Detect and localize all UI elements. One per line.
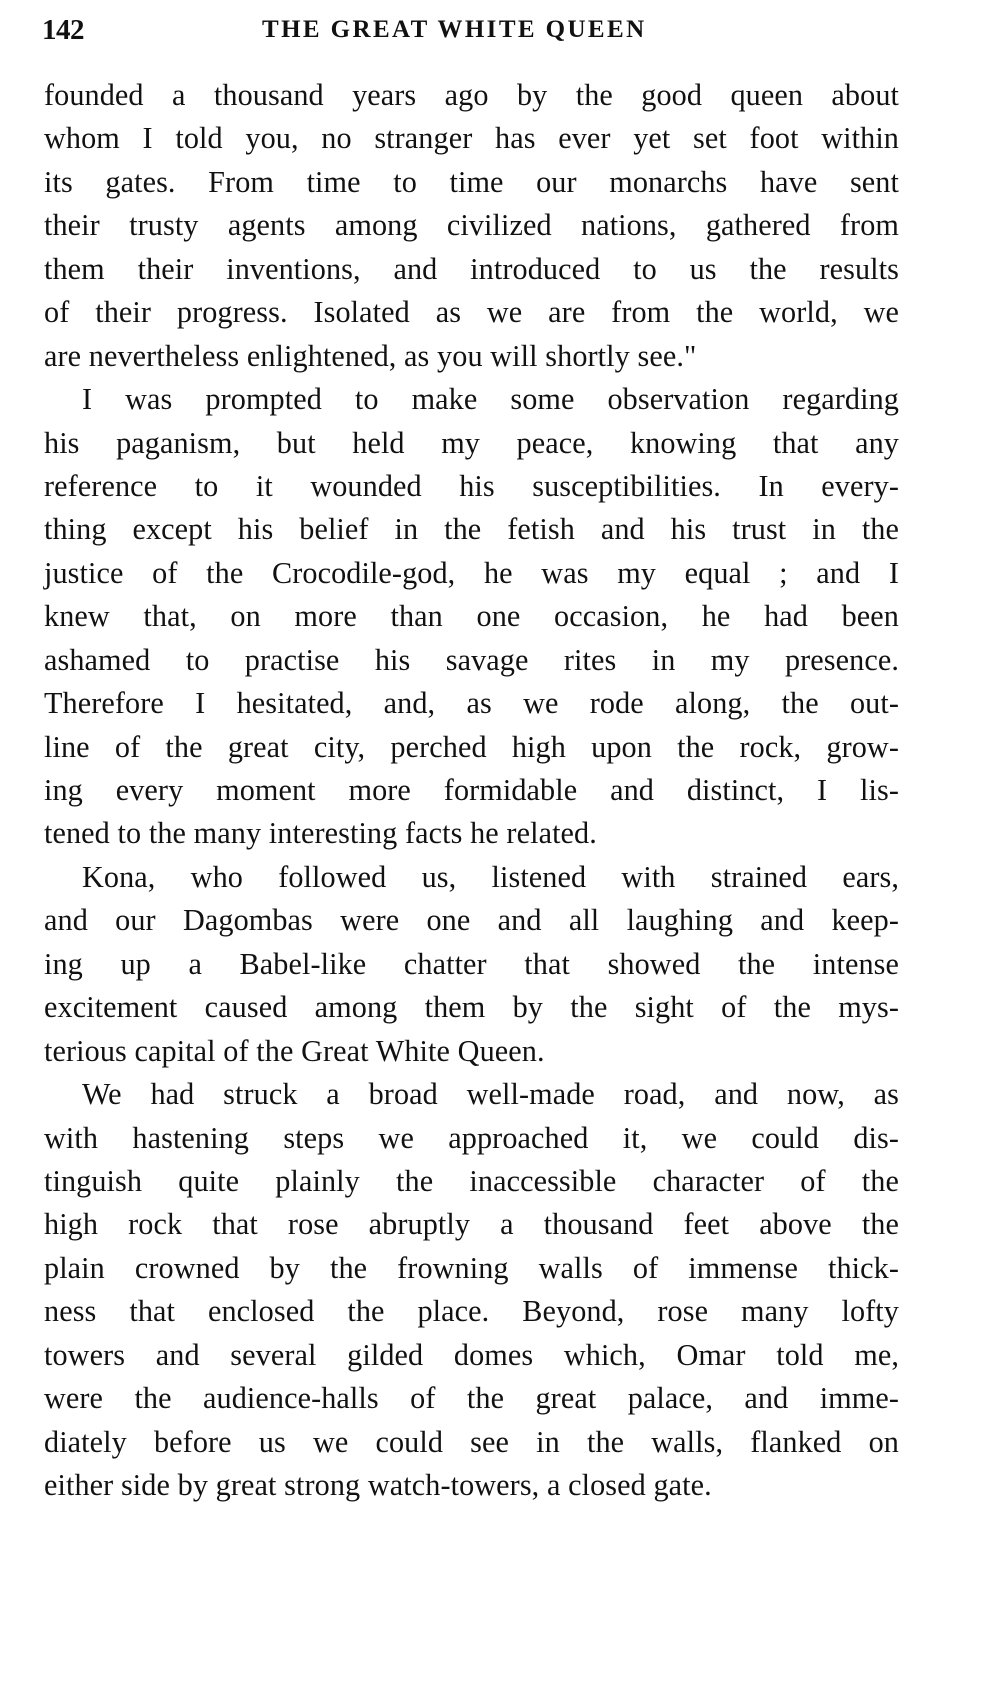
text-line: ness that enclosed the place. Beyond, rose many lofty xyxy=(44,1294,899,1329)
text-line: line of the great city, perched high upon the rock, grow- xyxy=(44,729,899,764)
text-line: justice of the Crocodile-god, he was my equal ; and I xyxy=(44,555,899,590)
body-text xyxy=(44,74,899,1507)
text-line: ing up a Babel-like chatter that showed the intense xyxy=(44,946,899,981)
text-line: either side by great strong watch-towers, a closed gate. xyxy=(44,1468,712,1502)
text-line: terious capital of the Great White Queen. xyxy=(44,1033,545,1068)
text-line: I was prompted to make some observation regarding xyxy=(82,382,899,417)
text-line: his paganism, but held my peace, knowing that any xyxy=(44,425,899,460)
text-line: whom I told you, no stranger has ever yet set foot within xyxy=(44,121,899,156)
text-line: of their progress. Isolated as we are from the world, we xyxy=(44,295,899,330)
text-line: excitement caused among them by the sight of the mys- xyxy=(44,990,899,1025)
text-line: founded a thousand years ago by the good queen about xyxy=(44,78,899,112)
paragraph xyxy=(44,74,899,378)
paragraph xyxy=(44,856,899,1073)
text-line: ing every moment more formidable and distinct, I lis- xyxy=(44,773,899,807)
text-line: were the audience-halls of the great palace, and imme- xyxy=(44,1381,899,1416)
text-line: are nevertheless enlightened, as you will shortly see." xyxy=(44,338,697,373)
text-line: its gates. From time to time our monarchs have sent xyxy=(44,164,899,199)
running-title: THE GREAT WHITE QUEEN xyxy=(262,16,647,43)
text-line: tinguish quite plainly the inaccessible character of the xyxy=(44,1163,899,1198)
text-line: plain crowned by the frowning walls of immense thick- xyxy=(44,1250,899,1285)
text-line: towers and several gilded domes which, Omar told me, xyxy=(44,1337,899,1372)
text-line: them their inventions, and introduced to us the results xyxy=(44,251,899,286)
text-line: high rock that rose abruptly a thousand feet above the xyxy=(44,1207,899,1242)
text-line: tened to the many interesting facts he related. xyxy=(44,816,597,851)
text-line: Kona, who followed us, listened with strained ears, xyxy=(82,859,899,894)
text-line: We had struck a broad well-made road, and now, as xyxy=(82,1077,899,1112)
text-line: thing except his belief in the fetish and his trust in the xyxy=(44,512,899,547)
text-line: Therefore I hesitated, and, as we rode along, the out- xyxy=(44,686,899,721)
text-line: their trusty agents among civilized nations, gathered from xyxy=(44,208,899,243)
text-line: with hastening steps we approached it, we could dis- xyxy=(44,1120,899,1155)
paragraph xyxy=(44,1073,899,1507)
page-number: 142 xyxy=(42,14,84,46)
text-line: and our Dagombas were one and all laughing and keep- xyxy=(44,903,899,938)
text-line: reference to it wounded his susceptibilities. In every- xyxy=(44,468,899,503)
text-line: knew that, on more than one occasion, he had been xyxy=(44,599,899,634)
text-line: diately before us we could see in the walls, flanked on xyxy=(44,1424,899,1459)
text-line: ashamed to practise his savage rites in my presence. xyxy=(44,642,899,677)
paragraph xyxy=(44,378,899,856)
page-header xyxy=(42,10,932,60)
